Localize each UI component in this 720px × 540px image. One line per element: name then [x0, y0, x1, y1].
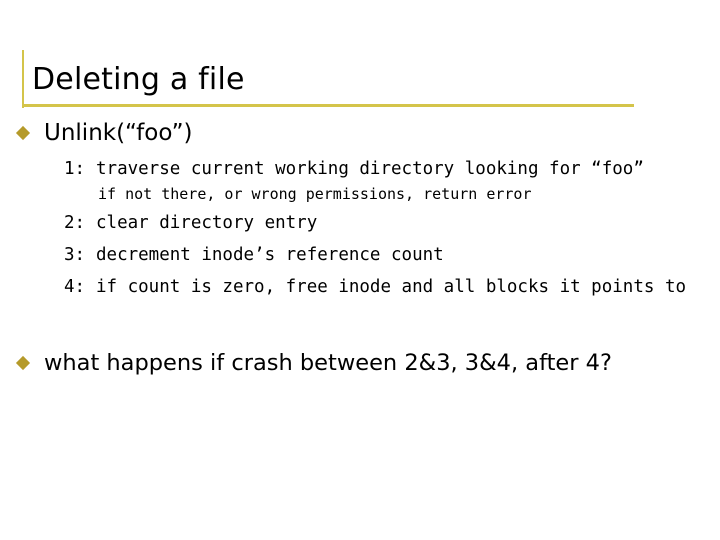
title-rule-vertical [22, 50, 24, 108]
step-list [64, 153, 686, 303]
bullet-crash-question: what happens if crash between 2&3, 3&4, after 4? [44, 350, 612, 376]
step-text: traverse current working directory looking for “foo” [96, 159, 644, 179]
bullet-diamond-icon [16, 356, 30, 370]
step-text: if count is zero, free inode and all blocks it points to [96, 277, 687, 297]
step-number: 4: [64, 277, 86, 297]
step-text: clear directory entry [96, 213, 318, 233]
step-text: decrement inode’s reference count [96, 245, 444, 265]
step-4 [64, 271, 686, 303]
step-number: 1: [64, 159, 86, 179]
step-3 [64, 239, 686, 271]
step-number: 2: [64, 213, 86, 233]
bullet-diamond-icon [16, 126, 30, 140]
step-number: 3: [64, 245, 86, 265]
slide-title: Deleting a file [32, 62, 245, 97]
bullet-unlink: Unlink(“foo”) [44, 120, 193, 146]
step-1-subtext: if not there, or wrong permissions, return error [98, 185, 532, 203]
step-2 [64, 207, 686, 239]
title-rule-horizontal [22, 104, 634, 107]
